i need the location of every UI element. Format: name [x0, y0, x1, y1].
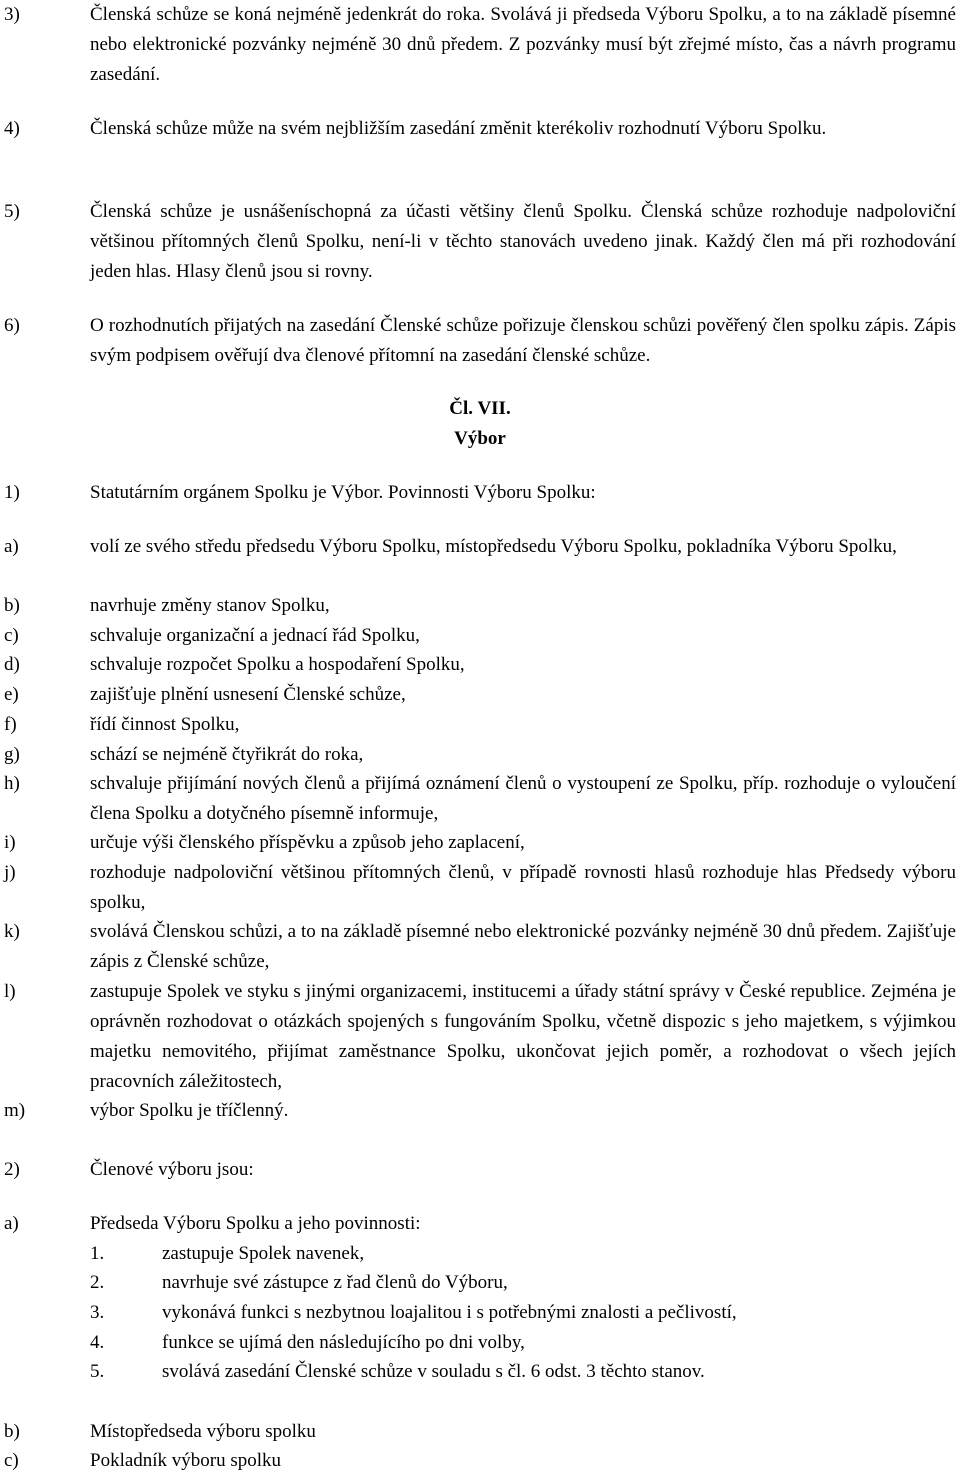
duty-letter: c)	[4, 625, 19, 646]
duty-text: volí ze svého středu předsedu Výboru Spolku, místopředsedu Výboru Spolku, pokladníka Výboru Spolku,	[90, 536, 897, 557]
member-item	[0, 1446, 956, 1476]
duty-item	[0, 769, 956, 829]
duty-letter: h)	[4, 773, 20, 794]
duty-item	[0, 740, 956, 770]
duty-text: zastupuje Spolek ve styku s jinými organizacemi, institucemi a úřady státní správy v České republice. Zejména je oprávněn rozhodovat o otázkách spojených s fungováním Spolku, včetně dispozic s jeho majetkem, s výjimkou majetku nemovitého, přijímat zaměstnance Spolku, ukončovat jejich poměr, a rozhodovat o všech jejích pracovních záležitostech,	[90, 981, 956, 1092]
member-item	[0, 1417, 956, 1447]
article-title: Výbor	[454, 428, 506, 449]
paragraph-number: 6)	[4, 315, 20, 336]
member-letter: a)	[4, 1213, 19, 1234]
duty-letter: f)	[4, 714, 17, 735]
duty-text: výbor Spolku je tříčlenný.	[90, 1100, 289, 1121]
member-letter: b)	[4, 1421, 20, 1442]
section-2	[0, 1155, 956, 1185]
chair-duty-text: svolává zasedání Členské schůze v souladu s čl. 6 odst. 3 těchto stanov.	[162, 1361, 705, 1382]
duty-item	[0, 532, 956, 562]
duty-item	[0, 621, 956, 651]
duty-letter: i)	[4, 832, 16, 853]
section-1	[0, 478, 956, 508]
section-number: 2)	[4, 1159, 20, 1180]
chair-duty-text: vykonává funkci s nezbytnou loajalitou i s potřebnými znalosti a pečlivostí,	[162, 1302, 737, 1323]
duty-text: navrhuje změny stanov Spolku,	[90, 595, 330, 616]
chair-duty-item	[0, 1328, 956, 1358]
duty-letter: j)	[4, 862, 16, 883]
chair-duty-number: 4.	[90, 1332, 105, 1353]
duty-item	[0, 591, 956, 621]
paragraph-number: 4)	[4, 118, 20, 139]
paragraph-4	[0, 114, 956, 144]
duty-letter: m)	[4, 1100, 26, 1121]
member-text: Předseda Výboru Spolku a jeho povinnosti:	[90, 1213, 421, 1234]
paragraph-3	[0, 0, 956, 90]
paragraph-text: O rozhodnutích přijatých na zasedání Členské schůze pořizuje členskou schůzi pověřený člen spolku zápis. Zápis svým podpisem ověřují dva členové přítomní na zasedání členské schůze.	[90, 315, 956, 366]
paragraph-text: Členská schůze může na svém nejbližším zasedání změnit kterékoliv rozhodnutí Výboru Spolku.	[90, 118, 827, 139]
member-text: Pokladník výboru spolku	[90, 1450, 282, 1471]
chair-duty-number: 1.	[90, 1243, 105, 1264]
paragraph-text: Členská schůze se koná nejméně jedenkrát do roka. Svolává ji předseda Výboru Spolku, a to na základě písemné nebo elektronické pozvánky nejméně 30 dnů předem. Z pozvánky musí být zřejmé místo, čas a návrh programu zasedání.	[90, 4, 956, 85]
chair-duty-item	[0, 1298, 956, 1328]
duty-item	[0, 828, 956, 858]
member-letter: c)	[4, 1450, 19, 1471]
chair-duty-number: 3.	[90, 1302, 105, 1323]
duty-item	[0, 917, 956, 977]
duty-letter: b)	[4, 595, 20, 616]
duty-text: schvaluje přijímání nových členů a přijímá oznámení členů o vystoupení ze Spolku, příp. rozhoduje o vyloučení člena Spolku a dotyčného písemně informuje,	[90, 773, 956, 824]
duty-text: řídí činnost Spolku,	[90, 714, 240, 735]
duty-text: schvaluje rozpočet Spolku a hospodaření Spolku,	[90, 654, 465, 675]
duty-text: zajišťuje plnění usnesení Členské schůze,	[90, 684, 406, 705]
duty-text: schvaluje organizační a jednací řád Spolku,	[90, 625, 420, 646]
chair-duty-number: 5.	[90, 1361, 105, 1382]
chair-duty-text: zastupuje Spolek navenek,	[162, 1243, 365, 1264]
section-text: Statutárním orgánem Spolku je Výbor. Povinnosti Výboru Spolku:	[90, 482, 596, 503]
duty-text: svolává Členskou schůzi, a to na základě písemné nebo elektronické pozvánky nejméně 30 dnů předem. Zajišťuje zápis z Členské schůze,	[90, 921, 956, 972]
paragraph-6	[0, 311, 956, 371]
section-text: Členové výboru jsou:	[90, 1159, 254, 1180]
duty-item	[0, 977, 956, 1097]
duty-text: rozhoduje nadpoloviční většinou přítomných členů, v případě rovnosti hlasů rozhoduje hlas Předsedy výboru spolku,	[90, 862, 956, 913]
paragraph-number: 3)	[4, 4, 20, 25]
member-text: Místopředseda výboru spolku	[90, 1421, 316, 1442]
duty-item	[0, 650, 956, 680]
paragraph-text: Členská schůze je usnášeníschopná za účasti většiny členů Spolku. Členská schůze rozhoduje nadpoloviční většinou přítomných členů Spolku, není-li v těchto stanovách uvedeno jinak. Každý člen má při rozhodování jeden hlas. Hlasy členů jsou si rovny.	[90, 201, 956, 282]
chair-duty-text: navrhuje své zástupce z řad členů do Výboru,	[162, 1272, 508, 1293]
duty-letter: d)	[4, 654, 20, 675]
chair-duty-number: 2.	[90, 1272, 105, 1293]
duty-letter: g)	[4, 744, 20, 765]
duty-item	[0, 1096, 956, 1126]
member-item	[0, 1209, 956, 1239]
chair-duty-item	[0, 1268, 956, 1298]
duty-item	[0, 858, 956, 918]
duty-item	[0, 710, 956, 740]
duty-letter: k)	[4, 921, 20, 942]
duty-letter: a)	[4, 536, 19, 557]
duty-text: schází se nejméně čtyřikrát do roka,	[90, 744, 364, 765]
chair-duty-text: funkce se ujímá den následujícího po dni volby,	[162, 1332, 525, 1353]
paragraph-5	[0, 197, 956, 287]
chair-duty-item	[0, 1357, 956, 1387]
paragraph-number: 5)	[4, 201, 20, 222]
duty-text: určuje výši členského příspěvku a způsob jeho zaplacení,	[90, 832, 525, 853]
duty-letter: e)	[4, 684, 19, 705]
chair-duty-item	[0, 1239, 956, 1269]
section-number: 1)	[4, 482, 20, 503]
duty-letter: l)	[4, 981, 16, 1002]
duty-item	[0, 680, 956, 710]
article-number: Čl. VII.	[449, 398, 511, 419]
